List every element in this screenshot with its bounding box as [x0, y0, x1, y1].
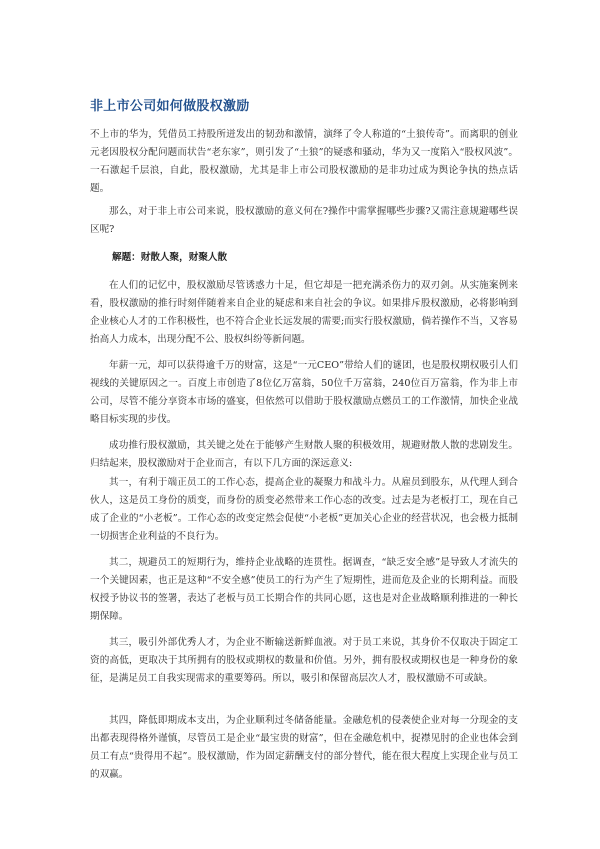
paragraph-one-yuan-ceo: 年薪一元，却可以获得逾千万的财富，这是“一元CEO”带给人们的谜团，也是股权期权吸引人们视线的关键原因之一。百度上市创造了8位亿万富翁，50位千万富翁，240位百万富翁，作为非上市公司，尽管不能分享资本市场的盛宴，但依然可以借助于股权激励点燃员工的工作激情，加快企业战略目标实现的步伐。 [90, 360, 518, 425]
paragraph-significance: 成功推行股权激励，其关键之处在于能够产生财散人聚的积极效用，规避财散人散的悲剧发生。归结起来，股权激励对于企业而言，有以下几方面的深远意义: [90, 440, 518, 469]
paragraph-point-three: 其三，吸引外部优秀人才，为企业不断输送新鲜血液。对于员工来说，其身价不仅取决于固定工资的高低，更取决于其所拥有的股权或期权的数量和价值。另外，拥有股权或期权也是一种身份的象征，是满足员工自我实现需求的重要筹码。所以，吸引和保留高层次人才，股权激励不可或缺。 [90, 637, 518, 684]
paragraph-question: 那么，对于非上市公司来说，股权激励的意义何在?操作中需掌握哪些步骤?又需注意规避哪些误区呢? [90, 206, 518, 235]
paragraph-double-edged: 在人们的记忆中，股权激励尽管诱惑力十足，但它却是一把充满杀伤力的双刃剑。从实施案例来看，股权激励的推行时刻伴随着来自企业的疑虑和来自社会的争议。如果排斥股权激励，必将影响到企业核心人才的工作积极性，也不符合企业长远发展的需要;而实行股权激励，倘若操作不当，又容易抬高人力成本，出现分配不公、股权纠纷等新问题。 [90, 280, 518, 345]
paragraph-point-four: 其四，降低即期成本支出，为企业顺利过冬储备能量。金融危机的侵袭使企业对每一分现金的支出都表现得格外谨慎，尽管员工是企业“最宝贵的财富”，但在金融危机中，捉襟见肘的企业也体会到员工有点“贵得用不起”。股权激励，作为固定薪酬支付的部分替代，能在很大程度上实现企业与员工的双赢。 [90, 715, 518, 780]
section-heading: 解题：财散人聚，财聚人散 [112, 252, 228, 263]
paragraph-point-two: 其二，规避员工的短期行为，维持企业战略的连贯性。据调查，“缺乏安全感”是导致人才流失的一个关键因素，也正是这种“不安全感”使员工的行为产生了短期性，进而危及企业的长期利益。而股权授予协议书的签署，表达了老板与员工长期合作的共同心愿，这也是对企业战略顺利推进的一种长期保障。 [90, 557, 518, 622]
document-title: 非上市公司如何做股权激励 [90, 99, 250, 114]
paragraph-point-one: 其一，有利于端正员工的工作心态，提高企业的凝聚力和战斗力。从雇员到股东，从代理人到合伙人，这是员工身份的质变，而身份的质变必然带来工作心态的改变。过去是为老板打工，现在自己成了企业的“小老板”。工作心态的改变定然会促使“小老板”更加关心企业的经营状况，也会极力抵制一切损害企业利益的不良行为。 [90, 477, 518, 542]
paragraph-intro: 不上市的华为，凭借员工持股所迸发出的韧劲和激情，演绎了令人称道的“土狼传奇”。而离职的创业元老因股权分配问题而状告“老东家”，则引发了“土狼”的疑惑和骚动，华为又一度陷入“股权风波”。一石激起千层浪，自此，股权激励，尤其是非上市公司股权激励的是非功过成为舆论争执的热点话题。 [90, 129, 518, 194]
